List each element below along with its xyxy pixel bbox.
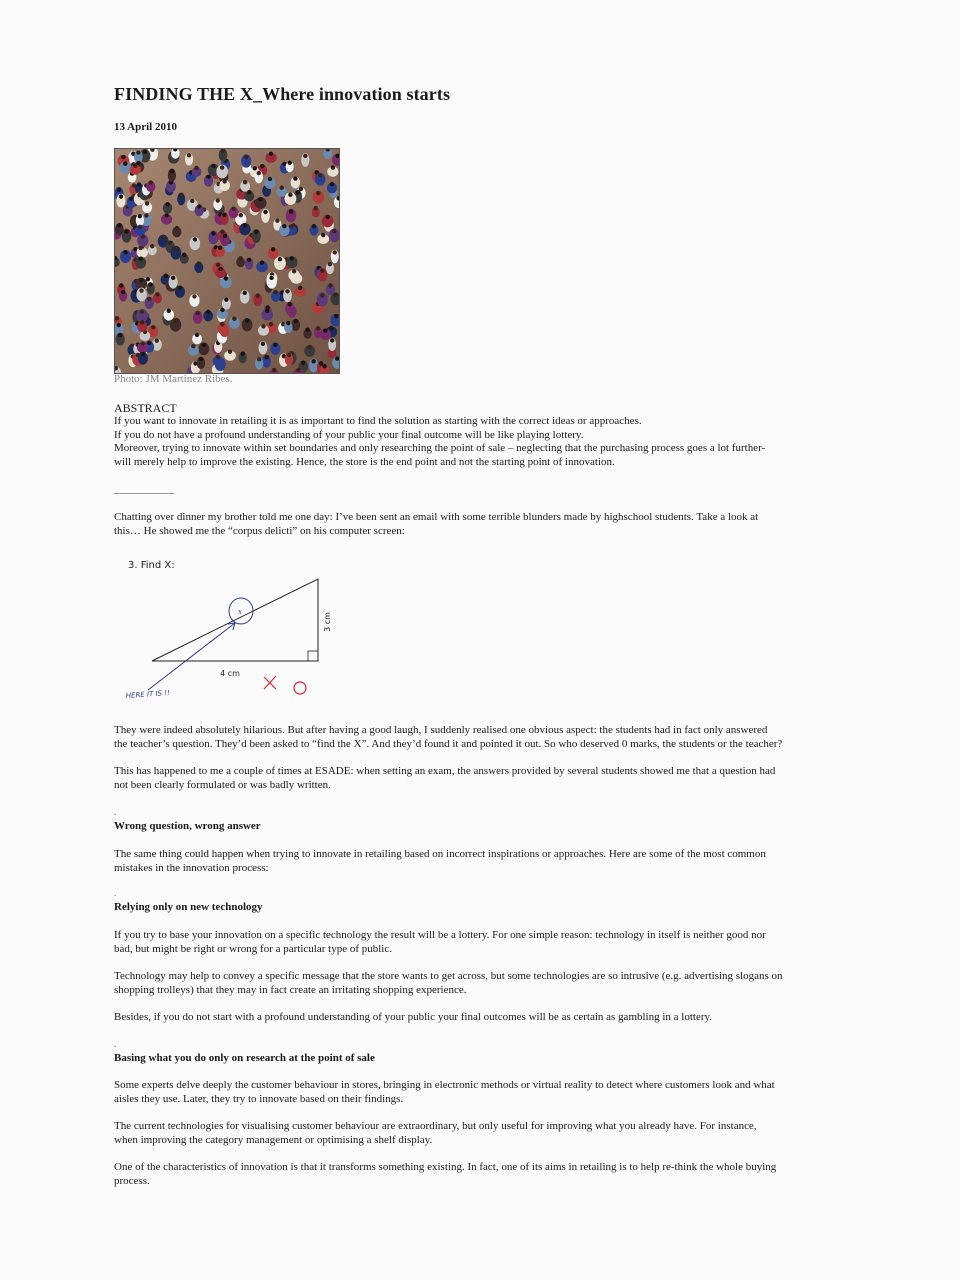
figure-question: 3. Find X: bbox=[128, 560, 175, 571]
spacer-dot: . bbox=[114, 1039, 117, 1049]
paragraph bbox=[114, 1079, 854, 1106]
teacher-mark bbox=[264, 676, 306, 694]
abstract-line: will merely help to improve the existing. Hence, the store is the end point and not the starting point of innovation. bbox=[114, 455, 615, 468]
text-line: shopping trolleys) that they may in fact create an irritating shopping experience. bbox=[114, 983, 467, 996]
paragraph bbox=[114, 1161, 854, 1188]
abstract-line: If you do not have a profound understanding of your public your final outcome will be like playing lottery. bbox=[114, 428, 584, 441]
text-line: They were indeed absolutely hilarious. But after having a good laugh, I suddenly realised one obvious aspect: the students had in fact only answered bbox=[114, 724, 768, 736]
right-angle-mark bbox=[308, 651, 318, 661]
text-line: not been clearly formulated or was badly written. bbox=[114, 778, 331, 791]
section-heading-wrong-question: Wrong question, wrong answer bbox=[114, 820, 261, 832]
section-divider bbox=[114, 493, 174, 494]
text-line: If you try to base your innovation on a specific technology the result will be a lottery. For one simple reason: technology in itself is neither good nor bbox=[114, 929, 766, 941]
text-line: process. bbox=[114, 1174, 150, 1187]
photo-caption: Photo: JM Martinez Ribes. bbox=[114, 373, 233, 385]
paragraph bbox=[114, 970, 854, 997]
paragraph bbox=[114, 848, 854, 875]
text-line: Chatting over dinner my brother told me one day: I’ve been sent an email with some terrible blunders made by highschool students. Take a look at bbox=[114, 511, 759, 523]
text-line: when improving the category management or optimising a shelf display. bbox=[114, 1133, 433, 1146]
paragraph bbox=[114, 929, 854, 956]
spacer-dot: . bbox=[114, 807, 117, 817]
text-line: Technology may help to convey a specific message that the store wants to get across, but some technologies are so intrusive (e.g. advertising slogans on bbox=[114, 970, 783, 982]
text-line: The same thing could happen when trying to innovate in retailing based on incorrect inspirations or approaches. Here are some of the most common bbox=[114, 848, 766, 860]
text-line: the teacher’s question. They’d been asked to “find the X”. And they’d found it and pointed it out. So who deserved 0 marks, the students or the teacher? bbox=[114, 737, 783, 750]
text-line: The current technologies for visualising customer behaviour are extraordinary, but only useful for improving what you already have. For instance, bbox=[114, 1120, 757, 1132]
page-title: FINDING THE X_Where innovation starts bbox=[114, 84, 451, 104]
intro-paragraph bbox=[114, 511, 854, 538]
paragraph bbox=[114, 724, 854, 751]
triangle-shape bbox=[152, 579, 318, 661]
circled-x-label: x bbox=[238, 608, 242, 616]
crowd-photo bbox=[114, 148, 340, 374]
text-line: mistakes in the innovation process: bbox=[114, 861, 269, 874]
paragraph bbox=[114, 765, 854, 792]
text-line: This has happened to me a couple of times at ESADE: when setting an exam, the answers provided by several students showed me that a question had bbox=[114, 765, 776, 777]
crowd-photo-image bbox=[115, 149, 339, 373]
publish-date: 13 April 2010 bbox=[114, 121, 177, 133]
abstract-line: If you want to innovate in retailing it is as important to find the solution as starting with the correct ideas or approaches. bbox=[114, 415, 642, 427]
label-3cm: 3 cm bbox=[323, 612, 332, 632]
here-it-is-note: HERE IT IS !! bbox=[125, 688, 171, 700]
text-line: this… He showed me the “corpus delicti” on his computer screen: bbox=[114, 524, 405, 537]
text-line: Some experts delve deeply the customer behaviour in stores, bringing in electronic methods or virtual reality to detect where customers look and what bbox=[114, 1079, 775, 1091]
find-x-figure bbox=[118, 552, 358, 712]
text-line: aisles they use. Later, they try to innovate based on their findings. bbox=[114, 1092, 404, 1105]
abstract-line: Moreover, trying to innovate within set boundaries and only researching the point of sale – neglecting that the purchasing process goes a lot further- bbox=[114, 442, 766, 454]
section-heading-research: Basing what you do only on research at the point of sale bbox=[114, 1052, 375, 1064]
text-line: One of the characteristics of innovation is that it transforms something existing. In fact, one of its aims in retailing is to help re-think the whole buying bbox=[114, 1161, 777, 1173]
text-line: bad, but might be right or wrong for a particular type of public. bbox=[114, 942, 392, 955]
paragraph bbox=[114, 1011, 854, 1025]
paragraph bbox=[114, 1120, 854, 1147]
section-heading-technology: Relying only on new technology bbox=[114, 901, 263, 913]
text-line: Besides, if you do not start with a profound understanding of your public your final outcomes will be as certain as gambling in a lottery. bbox=[114, 1011, 713, 1023]
abstract-heading: ABSTRACT bbox=[114, 401, 177, 415]
spacer-dot: . bbox=[114, 888, 117, 898]
label-4cm: 4 cm bbox=[220, 669, 240, 678]
abstract-text bbox=[114, 415, 854, 469]
